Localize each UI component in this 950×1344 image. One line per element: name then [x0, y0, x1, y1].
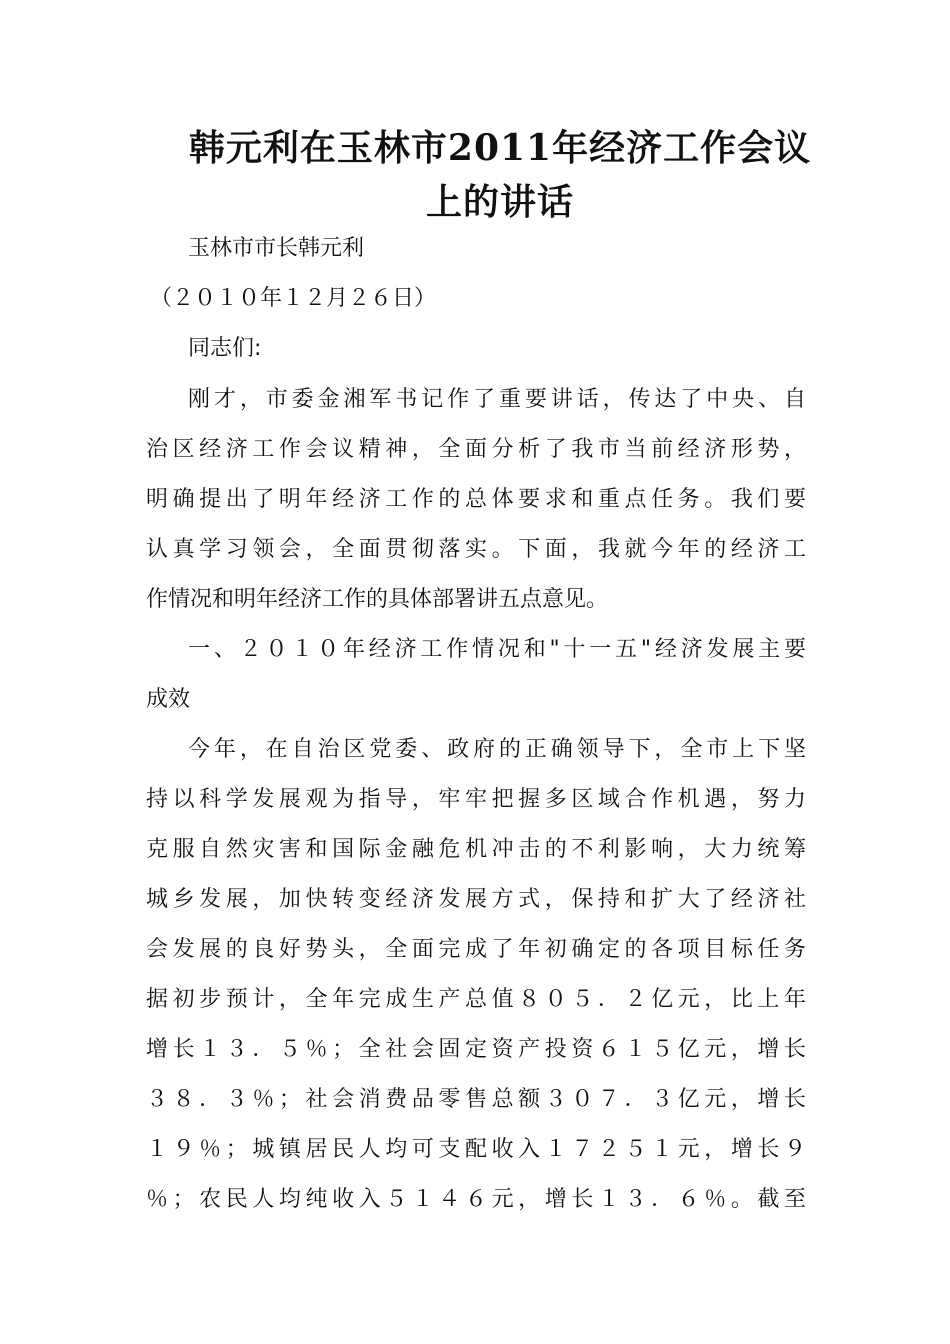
- body-line: 今年，在自治区党委、政府的正确领导下，全市上下坚: [188, 737, 806, 762]
- body-line: 持以科学发展观为指导，牢牢把握多区域合作机遇，努力: [146, 787, 806, 812]
- body-line: 会发展的良好势头，全面完成了年初确定的各项目标任务: [146, 937, 806, 962]
- section-heading-line: 成效: [146, 687, 191, 712]
- salutation: 同志们:: [188, 336, 262, 361]
- date-line: （２０１０年１２月２６日）: [150, 286, 437, 311]
- body-line: ％；农民人均纯收入５１４６元，增长１３．６％。截至: [146, 1187, 806, 1212]
- body-line: 增长１３．５％；全社会固定资产投资６１５亿元，增长: [146, 1037, 806, 1062]
- body-line: 刚才，市委金湘军书记作了重要讲话，传达了中央、自: [188, 387, 806, 412]
- body-line: １９％；城镇居民人均可支配收入１７２５１元，增长９: [146, 1137, 806, 1162]
- body-line: 城乡发展，加快转变经济发展方式，保持和扩大了经济社: [146, 887, 806, 912]
- body-line: 作情况和明年经济工作的具体部署讲五点意见。: [146, 587, 609, 612]
- document-title-line-2: 上的讲话: [425, 181, 574, 223]
- body-line: 据初步预计，全年完成生产总值８０５．２亿元，比上年: [146, 987, 806, 1012]
- body-line: 克服自然灾害和国际金融危机冲击的不利影响，大力统筹: [146, 837, 806, 862]
- body-line: 明确提出了明年经济工作的总体要求和重点任务。我们要: [146, 487, 806, 512]
- body-line: 治区经济工作会议精神，全面分析了我市当前经济形势，: [146, 437, 806, 462]
- document-title-line-1: 韩元利在玉林市2011年经济工作会议: [188, 127, 812, 169]
- body-line: ３８．３％；社会消费品零售总额３０７．３亿元，增长: [146, 1087, 806, 1112]
- author-line: 玉林市市长韩元利: [188, 236, 365, 261]
- body-line: 认真学习领会，全面贯彻落实。下面，我就今年的经济工: [146, 537, 806, 562]
- section-heading-line: 一、２０１０年经济工作情况和"十一五"经济发展主要: [188, 637, 806, 662]
